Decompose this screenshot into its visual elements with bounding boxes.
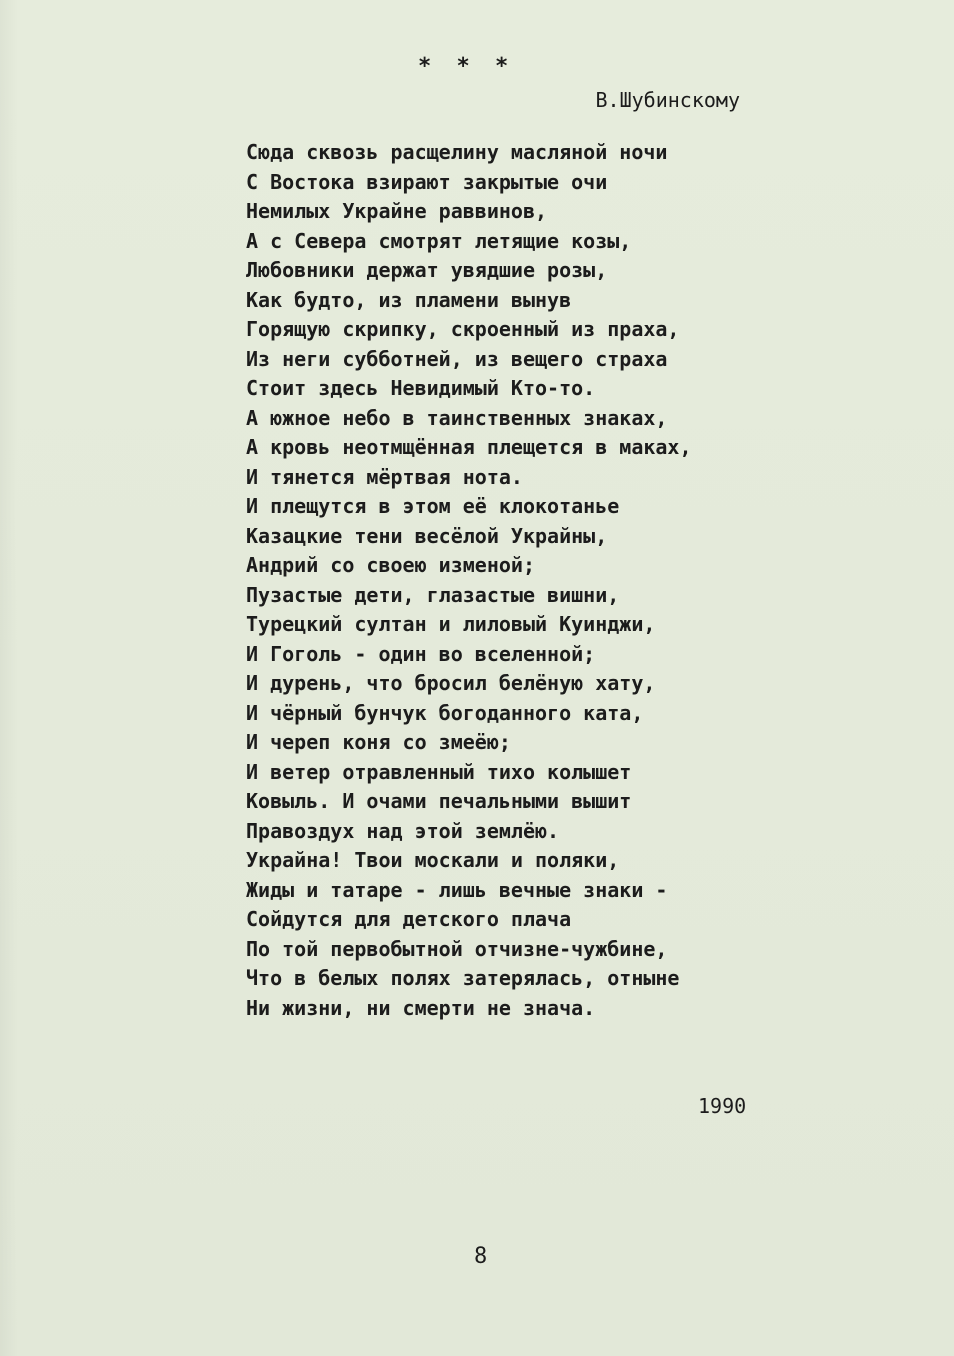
poem-line: А южное небо в таинственных знаках, — [246, 405, 668, 430]
poem-body — [246, 138, 692, 1023]
poem-line: И тянется мёртвая нота. — [246, 464, 523, 489]
poem-line: Как будто, из пламени вынув — [246, 287, 572, 312]
section-stars: * * * — [418, 54, 515, 79]
poem-line: Ковыль. И очами печальными вышит — [246, 789, 632, 813]
poem-line: А с Севера смотрят летящие козы, — [246, 228, 632, 253]
poem-line: Турецкий султан и лиловый Куинджи, — [246, 612, 656, 636]
poem-line: И плещутся в этом её клокотанье — [246, 494, 620, 518]
poem-line: Казацкие тени весёлой Украйны, — [246, 523, 608, 548]
poem-line: Жиды и татаре - лишь вечные знаки - — [246, 877, 668, 902]
poem-line: Украйна! Твои москали и поляки, — [246, 848, 620, 872]
poem-line: И Гоголь - один во вселенной; — [246, 641, 596, 666]
poem-line: Из неги субботней, из вещего страха — [246, 346, 668, 371]
poem-line: Горящую скрипку, скроенный из праха, — [246, 317, 680, 341]
poem-line: И чёрный бунчук богоданного ката, — [246, 700, 644, 725]
poem-line: Андрий со своею изменой; — [246, 553, 535, 577]
poem-year: 1990 — [698, 1094, 747, 1118]
poem-line: Что в белых полях затерялась, отныне — [246, 966, 680, 990]
poem-line: И дурень, что бросил белёную хату, — [246, 671, 656, 695]
poem-line: И ветер отравленный тихо колышет — [246, 759, 632, 784]
poem-line: Ни жизни, ни смерти не знача. — [246, 995, 596, 1020]
poem-line: Немилых Украйне раввинов, — [246, 199, 548, 223]
poem-line: Стоит здесь Невидимый Кто-то. — [246, 376, 596, 400]
poem-line: С Востока взирают закрытые очи — [246, 169, 608, 194]
page-number: 8 — [474, 1244, 488, 1269]
poem-line: Правоздух над этой землёю. — [246, 818, 560, 843]
poem-line: А кровь неотмщённая плещется в маках, — [246, 435, 692, 459]
dedication: В.Шубинскому — [595, 88, 740, 112]
poem-line: И череп коня со змеёю; — [246, 730, 511, 754]
poem-line: Любовники держат увядшие розы, — [246, 258, 608, 282]
poem-line: По той первобытной отчизне-чужбине, — [246, 936, 668, 961]
poem-line: Сойдутся для детского плача — [246, 907, 572, 931]
poem-line: Сюда сквозь расщелину масляной ночи — [246, 140, 668, 164]
poem-line: Пузастые дети, глазастые вишни, — [246, 582, 620, 607]
